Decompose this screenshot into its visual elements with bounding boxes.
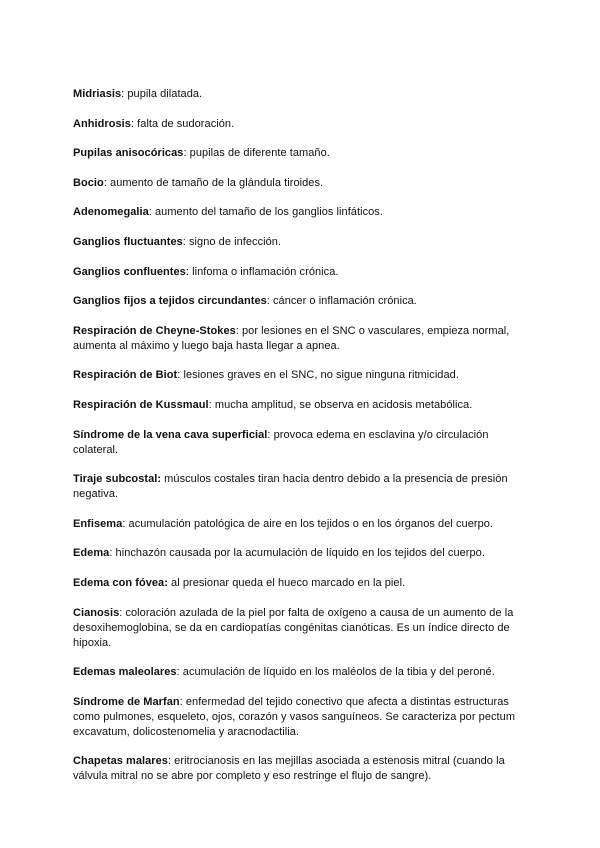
glossary-definition: músculos costales tiran hacia dentro debido a la presencia de presión negativa. <box>73 473 508 501</box>
glossary-definition: por lesiones en el SNC o vasculares, empieza normal, aumenta al máximo y luego baja hasta llegar a apnea. <box>73 324 510 352</box>
glossary-term: Midriasis <box>73 88 122 100</box>
glossary-list <box>73 87 523 799</box>
glossary-term: Síndrome de Marfan <box>73 695 180 708</box>
glossary-entry <box>73 398 523 413</box>
glossary-entry <box>73 606 523 651</box>
glossary-entry <box>73 576 523 591</box>
term-separator: : <box>179 695 183 708</box>
glossary-entry <box>73 368 523 383</box>
term-separator: : <box>185 265 189 278</box>
glossary-definition: aumento de tamaño de la glándula tiroides. <box>106 176 324 189</box>
glossary-term: Edema <box>73 547 110 560</box>
glossary-entry <box>73 472 523 502</box>
glossary-definition: acumulación patológica de aire en los tejidos o en los órganos del cuerpo. <box>125 517 494 530</box>
term-separator: : <box>119 606 123 619</box>
glossary-entry <box>73 117 523 132</box>
term-separator: : <box>208 398 212 411</box>
glossary-term: Síndrome de la vena cava superficial <box>73 428 268 441</box>
glossary-term: Pupilas anisocóricas <box>73 147 184 160</box>
glossary-term: Respiración de Cheyne-Stokes <box>73 324 236 337</box>
term-separator: : <box>121 88 125 100</box>
glossary-term: Anhidrosis <box>73 117 131 130</box>
glossary-entry <box>73 176 523 191</box>
term-separator: : <box>122 517 126 530</box>
glossary-term: Ganglios confluentes <box>73 265 186 278</box>
term-separator: : <box>266 295 270 308</box>
glossary-term: Chapetas malares <box>73 755 168 768</box>
glossary-entry <box>73 265 523 280</box>
glossary-term: Cianosis <box>73 606 120 619</box>
glossary-entry <box>73 205 523 220</box>
glossary-definition: eritrocianosis en las mejillas asociada a estenosis mitral (cuando la válvula mitral no se abre por completo y eso restringe el flujo de sangre). <box>73 755 505 783</box>
term-separator: : <box>235 324 239 337</box>
glossary-entry <box>73 146 523 161</box>
glossary-entry <box>73 294 523 309</box>
glossary-definition: acumulación de líquido en los maléolos de la tibia y del peroné. <box>179 666 495 679</box>
glossary-term: Tiraje subcostal: <box>73 473 162 486</box>
glossary-definition: pupila dilatada. <box>124 88 203 100</box>
glossary-term: Respiración de Biot <box>73 369 178 382</box>
glossary-term: Adenomegalia <box>73 206 149 219</box>
glossary-definition: mucha amplitud, se observa en acidosis metabólica. <box>211 398 473 411</box>
glossary-entry <box>73 87 523 102</box>
term-separator: : <box>182 235 186 248</box>
glossary-definition: cáncer o inflamación crónica. <box>269 295 417 308</box>
glossary-definition: coloración azulada de la piel por falta de oxígeno a causa de un aumento de la desoxihemoglobina, se da en cardiopatías congénitas cianóticas. Es un índice directo de hipoxia. <box>73 606 514 649</box>
glossary-definition: aumento del tamaño de los ganglios linfáticos. <box>151 206 383 219</box>
glossary-entry <box>73 517 523 532</box>
glossary-entry <box>73 695 523 740</box>
term-separator: : <box>130 117 135 130</box>
glossary-term: Enfisema <box>73 517 123 530</box>
glossary-definition: hinchazón causada por la acumulación de líquido en los tejidos del cuerpo. <box>112 547 485 560</box>
term-separator: : <box>183 147 187 160</box>
glossary-entry <box>73 428 523 458</box>
glossary-definition: pupilas de diferente tamaño. <box>186 147 330 160</box>
glossary-term: Edemas maleolares <box>73 666 177 679</box>
glossary-definition: signo de infección. <box>185 235 282 248</box>
glossary-term: Respiración de Kussmaul <box>73 398 209 411</box>
term-separator: : <box>177 369 181 382</box>
term-separator: : <box>167 755 172 768</box>
glossary-definition: falta de sudoración. <box>134 117 235 130</box>
term-separator: : <box>176 666 180 679</box>
glossary-definition: lesiones graves en el SNC, no sigue ninguna ritmicidad. <box>180 369 459 382</box>
glossary-term: Edema con fóvea: <box>73 576 168 589</box>
glossary-entry <box>73 665 523 680</box>
term-separator: : <box>267 428 271 441</box>
glossary-term: Bocio <box>73 176 104 189</box>
term-separator: : <box>103 176 107 189</box>
glossary-term: Ganglios fluctuantes <box>73 235 183 248</box>
term-separator: : <box>148 206 152 219</box>
glossary-entry <box>73 754 523 784</box>
glossary-definition: linfoma o inflamación crónica. <box>188 265 339 278</box>
glossary-definition: al presionar queda el hueco marcado en la piel. <box>167 576 406 589</box>
glossary-entry <box>73 235 523 250</box>
term-separator: : <box>109 547 113 560</box>
glossary-entry <box>73 324 523 354</box>
glossary-term: Ganglios fijos a tejidos circundantes <box>73 295 267 308</box>
glossary-entry <box>73 546 523 561</box>
glossary-definition: provoca edema en esclavina y/o circulación colateral. <box>73 428 489 456</box>
glossary-definition: enfermedad del tejido conectivo que afecta a distintas estructuras como pulmones, esqueleto, ojos, corazón y vasos sanguíneos. Se caracteriza por pectum excavatum, dolicostenomelia y aracnodactilia. <box>73 695 516 738</box>
